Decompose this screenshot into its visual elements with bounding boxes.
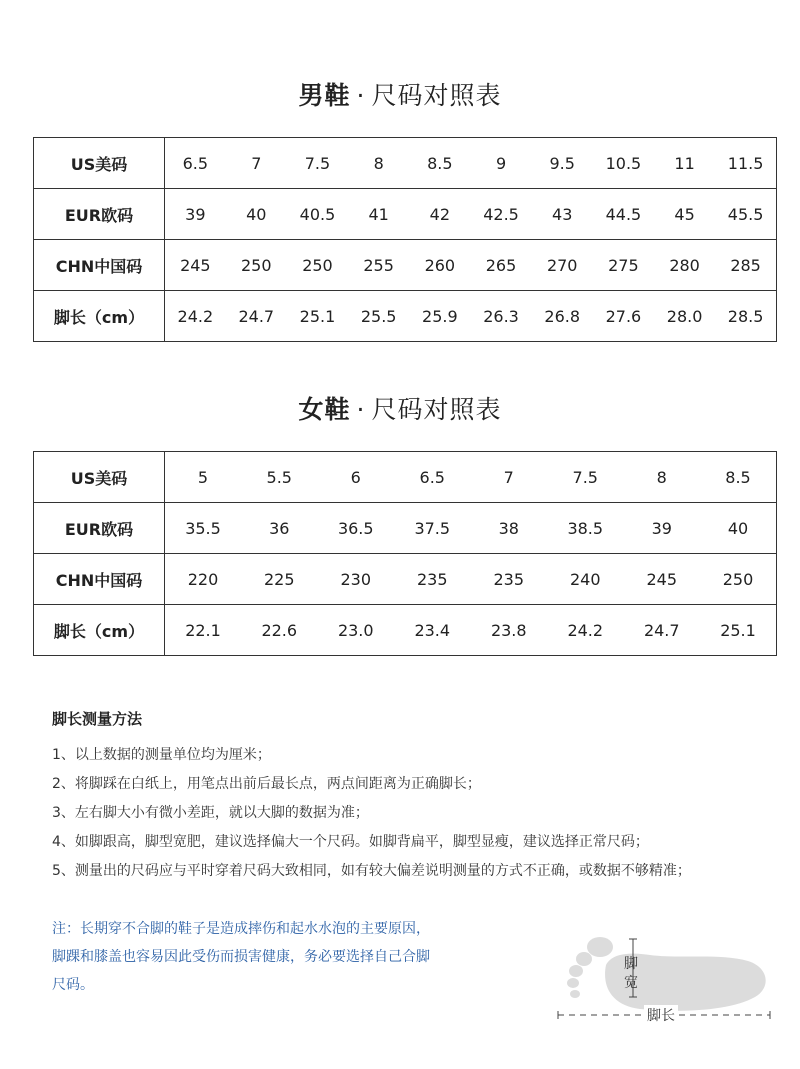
size-cell: 11.5 (727, 153, 764, 173)
size-cell: 45 (654, 189, 715, 240)
size-cell: 44.5 (593, 189, 654, 240)
row-label: US美码 (34, 452, 165, 503)
size-cell: 27.6 (593, 291, 654, 342)
note-line: 注：长期穿不合脚的鞋子是造成摔伤和起水水泡的主要原因， (52, 921, 430, 937)
size-cell: 24.7 (226, 291, 287, 342)
size-cell: 25.1 (700, 605, 777, 656)
size-cell: 8 (656, 467, 667, 487)
size-row (34, 554, 777, 605)
women-size-table (33, 451, 777, 656)
size-cell: 24.2 (547, 605, 624, 656)
size-cell: 23.4 (394, 605, 471, 656)
size-cell: 7 (251, 153, 262, 173)
size-cell: 7.5 (304, 153, 331, 173)
size-cell: 25.5 (348, 291, 409, 342)
size-cell: 35.5 (165, 503, 242, 554)
size-cell: 250 (226, 240, 287, 291)
size-cell: 43 (532, 189, 593, 240)
size-cell: 45.5 (715, 189, 776, 240)
size-row (34, 240, 777, 291)
size-cell: 37.5 (394, 503, 471, 554)
row-label: 脚长（cm） (34, 605, 165, 656)
men-size-table (33, 137, 777, 342)
size-cell: 240 (547, 554, 624, 605)
size-cell: 40 (700, 503, 777, 554)
men-title-rest: 尺码对照表 (371, 81, 502, 110)
women-title-dot: · (356, 395, 366, 424)
row-label: 脚长（cm） (34, 291, 165, 342)
method-item: 2、将脚踩在白纸上，用笔点出前后最长点，两点间距离为正确脚长； (52, 776, 481, 792)
method-item: 1、以上数据的测量单位均为厘米； (52, 747, 271, 763)
size-cell: 38.5 (547, 503, 624, 554)
size-cell: 9 (495, 153, 507, 173)
size-row (34, 452, 777, 503)
measurement-method (52, 708, 792, 886)
size-cell: 40.5 (287, 189, 348, 240)
size-cell: 22.6 (241, 605, 318, 656)
foot-measure-illustration (540, 905, 780, 1035)
size-cell: 25.1 (287, 291, 348, 342)
size-cell: 39 (624, 503, 701, 554)
note-line: 脚踝和膝盖也容易因此受伤而损害健康，务必要选择自己合脚 (52, 949, 430, 965)
size-cell: 11 (674, 153, 695, 173)
size-cell: 22.1 (165, 605, 242, 656)
row-label: EUR欧码 (34, 189, 165, 240)
size-cell: 28.0 (654, 291, 715, 342)
row-label: US美码 (34, 138, 165, 189)
men-title-strong: 男鞋 (298, 81, 351, 110)
size-cell: 6 (350, 467, 361, 487)
size-row (34, 503, 777, 554)
size-row (34, 291, 777, 342)
size-cell: 36.5 (318, 503, 395, 554)
size-cell: 245 (624, 554, 701, 605)
method-heading: 脚长测量方法 (52, 710, 143, 728)
size-cell: 5 (197, 467, 209, 487)
size-row (34, 189, 777, 240)
size-cell: 220 (165, 554, 242, 605)
women-size-chart-title (0, 390, 800, 426)
size-cell: 26.3 (470, 291, 531, 342)
size-cell: 40 (226, 189, 287, 240)
size-row (34, 138, 777, 189)
size-cell: 245 (165, 240, 226, 291)
note-line: 尺码。 (52, 977, 94, 993)
size-cell: 8.5 (725, 467, 751, 487)
size-cell: 24.7 (624, 605, 701, 656)
size-cell: 23.0 (318, 605, 395, 656)
size-row (34, 605, 777, 656)
size-cell: 270 (532, 240, 593, 291)
size-cell: 8.5 (427, 153, 453, 173)
size-cell: 250 (700, 554, 777, 605)
foot-width-label: 脚宽 (624, 956, 638, 991)
size-cell: 235 (394, 554, 471, 605)
size-cell: 41 (348, 189, 409, 240)
size-cell: 8 (373, 153, 384, 173)
size-cell: 235 (471, 554, 548, 605)
women-title-strong: 女鞋 (298, 395, 351, 424)
size-cell: 230 (318, 554, 395, 605)
row-label: CHN中国码 (34, 240, 165, 291)
size-cell: 38 (471, 503, 548, 554)
size-cell: 7.5 (572, 467, 598, 487)
method-item: 4、如脚跟高，脚型宽肥，建议选择偏大一个尺码。如脚背扁平，脚型显瘦，建议选择正常尺码； (52, 834, 649, 850)
size-cell: 6.5 (182, 153, 209, 173)
size-cell: 255 (348, 240, 409, 291)
foot-length-label: 脚长 (644, 1005, 678, 1025)
row-label: EUR欧码 (34, 503, 165, 554)
size-cell: 36 (241, 503, 318, 554)
size-cell: 285 (715, 240, 776, 291)
men-title-dot: · (356, 81, 366, 110)
size-cell: 23.8 (471, 605, 548, 656)
size-cell: 39 (165, 189, 226, 240)
size-cell: 28.5 (715, 291, 776, 342)
size-cell: 9.5 (549, 153, 575, 173)
size-cell: 7 (503, 467, 514, 487)
size-cell: 275 (593, 240, 654, 291)
size-cell: 42.5 (470, 189, 531, 240)
note-text (52, 915, 492, 999)
men-size-chart-title (0, 76, 800, 112)
size-cell: 42 (409, 189, 470, 240)
method-item: 5、测量出的尺码应与平时穿着尺码大致相同，如有较大偏差说明测量的方式不正确，或数据不够精准； (52, 863, 691, 879)
row-label: CHN中国码 (34, 554, 165, 605)
size-cell: 280 (654, 240, 715, 291)
size-cell: 6.5 (419, 467, 445, 487)
size-cell: 10.5 (605, 153, 642, 173)
size-cell: 5.5 (266, 467, 292, 487)
size-cell: 250 (287, 240, 348, 291)
size-cell: 260 (409, 240, 470, 291)
size-cell: 265 (470, 240, 531, 291)
size-cell: 26.8 (532, 291, 593, 342)
method-item: 3、左右脚大小有微小差距，就以大脚的数据为准； (52, 805, 369, 821)
size-cell: 225 (241, 554, 318, 605)
women-title-rest: 尺码对照表 (371, 395, 502, 424)
size-cell: 25.9 (409, 291, 470, 342)
size-cell: 24.2 (165, 291, 226, 342)
